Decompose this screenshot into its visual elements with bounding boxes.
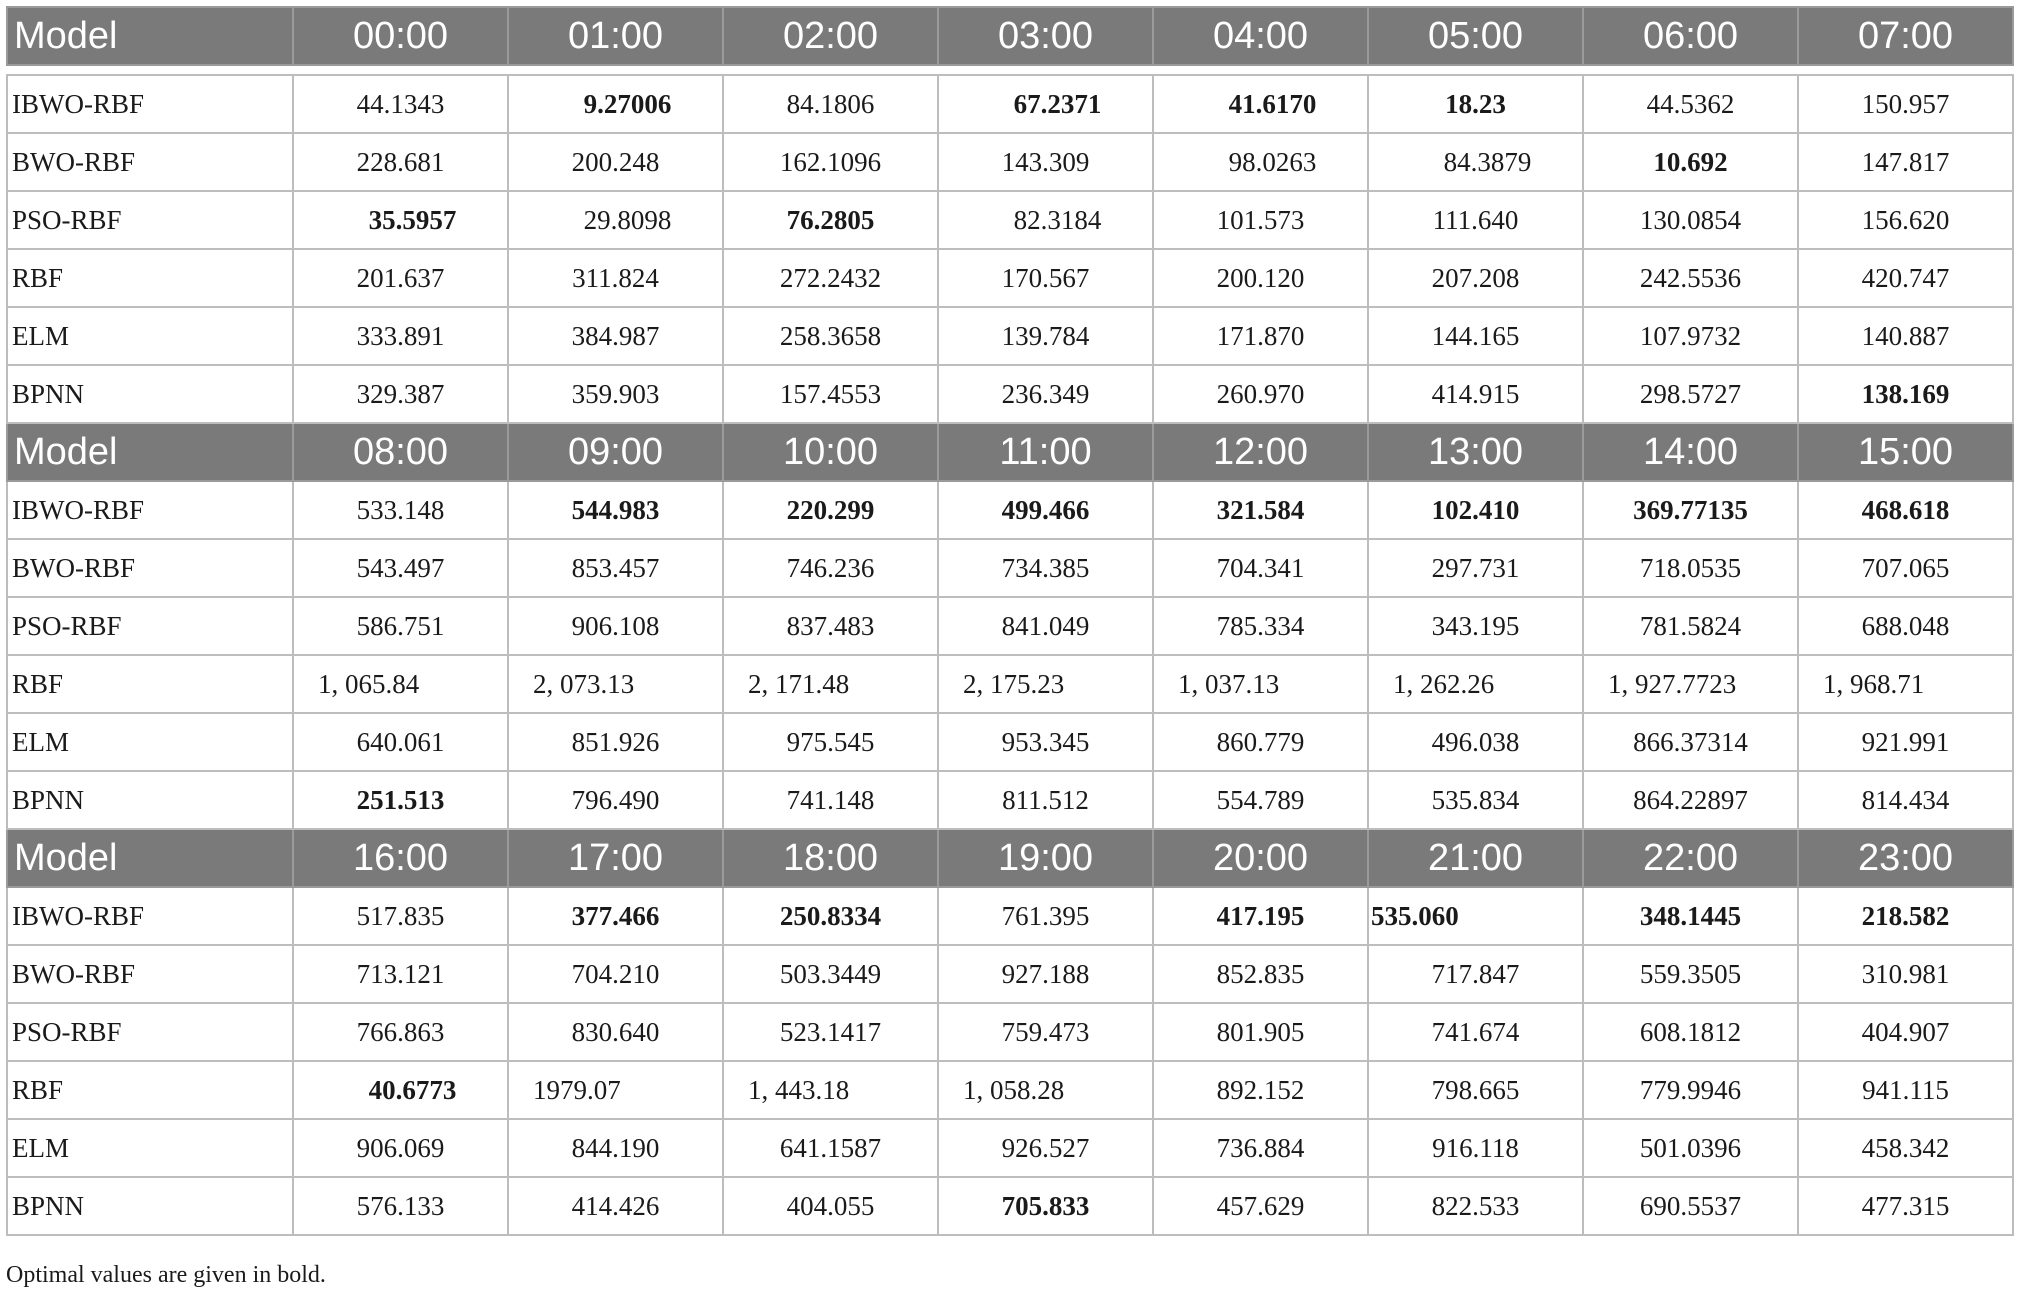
table-row — [7, 481, 2013, 539]
value-cell: 953.345 — [938, 713, 1153, 771]
value-cell: 44.5362 — [1583, 75, 1798, 133]
value-cell: 814.434 — [1798, 771, 2013, 829]
model-name-cell: IBWO-RBF — [7, 481, 293, 539]
value-cell: 688.048 — [1798, 597, 2013, 655]
value-cell: 170.567 — [938, 249, 1153, 307]
column-header-time: 00:00 — [293, 7, 508, 65]
value-cell: 746.236 — [723, 539, 938, 597]
value-cell: 82.3184 — [938, 191, 1153, 249]
value-cell: 576.133 — [293, 1177, 508, 1235]
column-header-time: 16:00 — [293, 829, 508, 887]
value-cell: 864.22897 — [1583, 771, 1798, 829]
value-cell: 200.248 — [508, 133, 723, 191]
value-cell: 2, 175.23 — [938, 655, 1153, 713]
value-cell: 139.784 — [938, 307, 1153, 365]
value-cell: 200.120 — [1153, 249, 1368, 307]
column-header-time: 17:00 — [508, 829, 723, 887]
value-cell: 404.055 — [723, 1177, 938, 1235]
value-cell: 1, 443.18 — [723, 1061, 938, 1119]
model-name-cell: ELM — [7, 713, 293, 771]
value-cell: 608.1812 — [1583, 1003, 1798, 1061]
table-row — [7, 945, 2013, 1003]
value-cell: 761.395 — [938, 887, 1153, 945]
column-header-time: 10:00 — [723, 423, 938, 481]
column-header-time: 07:00 — [1798, 7, 2013, 65]
value-cell: 44.1343 — [293, 75, 508, 133]
value-cell: 501.0396 — [1583, 1119, 1798, 1177]
value-cell: 297.731 — [1368, 539, 1583, 597]
value-cell: 359.903 — [508, 365, 723, 423]
value-cell: 801.905 — [1153, 1003, 1368, 1061]
model-name-cell: IBWO-RBF — [7, 887, 293, 945]
value-cell: 458.342 — [1798, 1119, 2013, 1177]
value-cell: 343.195 — [1368, 597, 1583, 655]
model-name-cell: RBF — [7, 1061, 293, 1119]
value-cell: 414.426 — [508, 1177, 723, 1235]
gap-cell — [938, 65, 1153, 75]
value-cell: 228.681 — [293, 133, 508, 191]
model-name-cell: RBF — [7, 249, 293, 307]
value-cell: 841.049 — [938, 597, 1153, 655]
value-cell: 311.824 — [508, 249, 723, 307]
value-cell: 1, 968.71 — [1798, 655, 2013, 713]
value-cell: 517.835 — [293, 887, 508, 945]
model-name-cell: PSO-RBF — [7, 597, 293, 655]
value-cell: 102.410 — [1368, 481, 1583, 539]
value-cell: 377.466 — [508, 887, 723, 945]
table-row — [7, 1061, 2013, 1119]
table-row — [7, 1119, 2013, 1177]
column-header-time: 01:00 — [508, 7, 723, 65]
column-header-time: 11:00 — [938, 423, 1153, 481]
value-cell: 796.490 — [508, 771, 723, 829]
table-row — [7, 713, 2013, 771]
value-cell: 207.208 — [1368, 249, 1583, 307]
value-cell: 1, 037.13 — [1153, 655, 1368, 713]
value-cell: 916.118 — [1368, 1119, 1583, 1177]
value-cell: 84.1806 — [723, 75, 938, 133]
table-row — [7, 249, 2013, 307]
value-cell: 554.789 — [1153, 771, 1368, 829]
column-header-time: 05:00 — [1368, 7, 1583, 65]
value-cell: 18.23 — [1368, 75, 1583, 133]
value-cell: 477.315 — [1798, 1177, 2013, 1235]
value-cell: 766.863 — [293, 1003, 508, 1061]
value-cell: 852.835 — [1153, 945, 1368, 1003]
value-cell: 926.527 — [938, 1119, 1153, 1177]
value-cell: 921.991 — [1798, 713, 2013, 771]
column-header-time: 04:00 — [1153, 7, 1368, 65]
value-cell: 414.915 — [1368, 365, 1583, 423]
value-cell: 535.834 — [1368, 771, 1583, 829]
model-name-cell: BPNN — [7, 771, 293, 829]
value-cell: 272.2432 — [723, 249, 938, 307]
value-cell: 741.148 — [723, 771, 938, 829]
value-cell: 844.190 — [508, 1119, 723, 1177]
value-cell: 250.8334 — [723, 887, 938, 945]
model-name-cell: ELM — [7, 1119, 293, 1177]
value-cell: 1, 262.26 — [1368, 655, 1583, 713]
value-cell: 140.887 — [1798, 307, 2013, 365]
value-cell: 258.3658 — [723, 307, 938, 365]
column-header-model: Model — [7, 7, 293, 65]
model-name-cell: PSO-RBF — [7, 191, 293, 249]
value-cell: 927.188 — [938, 945, 1153, 1003]
value-cell: 251.513 — [293, 771, 508, 829]
column-header-time: 02:00 — [723, 7, 938, 65]
gap-cell — [1368, 65, 1583, 75]
value-cell: 718.0535 — [1583, 539, 1798, 597]
column-header-time: 12:00 — [1153, 423, 1368, 481]
header-row — [7, 423, 2013, 481]
value-cell: 741.674 — [1368, 1003, 1583, 1061]
column-header-model: Model — [7, 423, 293, 481]
value-cell: 242.5536 — [1583, 249, 1798, 307]
value-cell: 310.981 — [1798, 945, 2013, 1003]
value-cell: 690.5537 — [1583, 1177, 1798, 1235]
value-cell: 705.833 — [938, 1177, 1153, 1235]
value-cell: 535.060 — [1368, 887, 1583, 945]
value-cell: 533.148 — [293, 481, 508, 539]
header-row — [7, 829, 2013, 887]
gap-cell — [1153, 65, 1368, 75]
table-row — [7, 1177, 2013, 1235]
gap-cell — [723, 65, 938, 75]
value-cell: 384.987 — [508, 307, 723, 365]
value-cell: 853.457 — [508, 539, 723, 597]
value-cell: 40.6773 — [293, 1061, 508, 1119]
value-cell: 76.2805 — [723, 191, 938, 249]
value-cell: 736.884 — [1153, 1119, 1368, 1177]
value-cell: 779.9946 — [1583, 1061, 1798, 1119]
value-cell: 906.108 — [508, 597, 723, 655]
column-header-time: 09:00 — [508, 423, 723, 481]
value-cell: 298.5727 — [1583, 365, 1798, 423]
model-name-cell: RBF — [7, 655, 293, 713]
model-name-cell: PSO-RBF — [7, 1003, 293, 1061]
column-header-time: 18:00 — [723, 829, 938, 887]
table-row — [7, 539, 2013, 597]
value-cell: 143.309 — [938, 133, 1153, 191]
value-cell: 260.970 — [1153, 365, 1368, 423]
value-cell: 496.038 — [1368, 713, 1583, 771]
value-cell: 67.2371 — [938, 75, 1153, 133]
value-cell: 29.8098 — [508, 191, 723, 249]
value-cell: 404.907 — [1798, 1003, 2013, 1061]
column-header-time: 08:00 — [293, 423, 508, 481]
value-cell: 866.37314 — [1583, 713, 1798, 771]
column-header-model: Model — [7, 829, 293, 887]
value-cell: 906.069 — [293, 1119, 508, 1177]
value-cell: 236.349 — [938, 365, 1153, 423]
column-header-time: 22:00 — [1583, 829, 1798, 887]
value-cell: 156.620 — [1798, 191, 2013, 249]
table-footnote: Optimal values are given in bold. — [6, 1262, 326, 1288]
value-cell: 84.3879 — [1368, 133, 1583, 191]
column-header-time: 19:00 — [938, 829, 1153, 887]
value-cell: 975.545 — [723, 713, 938, 771]
value-cell: 144.165 — [1368, 307, 1583, 365]
value-cell: 111.640 — [1368, 191, 1583, 249]
value-cell: 417.195 — [1153, 887, 1368, 945]
value-cell: 130.0854 — [1583, 191, 1798, 249]
results-table-container — [6, 6, 2012, 1236]
value-cell: 734.385 — [938, 539, 1153, 597]
value-cell: 9.27006 — [508, 75, 723, 133]
column-header-time: 21:00 — [1368, 829, 1583, 887]
value-cell: 101.573 — [1153, 191, 1368, 249]
value-cell: 468.618 — [1798, 481, 2013, 539]
value-cell: 138.169 — [1798, 365, 2013, 423]
value-cell: 586.751 — [293, 597, 508, 655]
value-cell: 35.5957 — [293, 191, 508, 249]
value-cell: 704.341 — [1153, 539, 1368, 597]
table-row — [7, 1003, 2013, 1061]
model-name-cell: BPNN — [7, 365, 293, 423]
header-gap — [7, 65, 2013, 75]
gap-cell — [1583, 65, 1798, 75]
value-cell: 781.5824 — [1583, 597, 1798, 655]
table-row — [7, 75, 2013, 133]
value-cell: 798.665 — [1368, 1061, 1583, 1119]
gap-cell — [508, 65, 723, 75]
value-cell: 785.334 — [1153, 597, 1368, 655]
value-cell: 147.817 — [1798, 133, 2013, 191]
gap-cell — [1798, 65, 2013, 75]
value-cell: 640.061 — [293, 713, 508, 771]
column-header-time: 23:00 — [1798, 829, 2013, 887]
value-cell: 837.483 — [723, 597, 938, 655]
model-name-cell: IBWO-RBF — [7, 75, 293, 133]
model-name-cell: ELM — [7, 307, 293, 365]
value-cell: 811.512 — [938, 771, 1153, 829]
column-header-time: 14:00 — [1583, 423, 1798, 481]
column-header-time: 06:00 — [1583, 7, 1798, 65]
value-cell: 851.926 — [508, 713, 723, 771]
table-row — [7, 597, 2013, 655]
value-cell: 201.637 — [293, 249, 508, 307]
value-cell: 860.779 — [1153, 713, 1368, 771]
gap-cell — [293, 65, 508, 75]
value-cell: 503.3449 — [723, 945, 938, 1003]
model-name-cell: BWO-RBF — [7, 539, 293, 597]
value-cell: 348.1445 — [1583, 887, 1798, 945]
column-header-time: 20:00 — [1153, 829, 1368, 887]
value-cell: 1, 927.7723 — [1583, 655, 1798, 713]
table-row — [7, 655, 2013, 713]
model-name-cell: BPNN — [7, 1177, 293, 1235]
value-cell: 321.584 — [1153, 481, 1368, 539]
value-cell: 707.065 — [1798, 539, 2013, 597]
value-cell: 220.299 — [723, 481, 938, 539]
value-cell: 420.747 — [1798, 249, 2013, 307]
gap-cell — [7, 65, 293, 75]
column-header-time: 15:00 — [1798, 423, 2013, 481]
value-cell: 2, 171.48 — [723, 655, 938, 713]
value-cell: 704.210 — [508, 945, 723, 1003]
value-cell: 713.121 — [293, 945, 508, 1003]
value-cell: 941.115 — [1798, 1061, 2013, 1119]
value-cell: 822.533 — [1368, 1177, 1583, 1235]
value-cell: 98.0263 — [1153, 133, 1368, 191]
value-cell: 333.891 — [293, 307, 508, 365]
value-cell: 559.3505 — [1583, 945, 1798, 1003]
value-cell: 171.870 — [1153, 307, 1368, 365]
value-cell: 369.77135 — [1583, 481, 1798, 539]
value-cell: 10.692 — [1583, 133, 1798, 191]
value-cell: 329.387 — [293, 365, 508, 423]
table-row — [7, 771, 2013, 829]
value-cell: 641.1587 — [723, 1119, 938, 1177]
model-name-cell: BWO-RBF — [7, 133, 293, 191]
value-cell: 544.983 — [508, 481, 723, 539]
value-cell: 157.4553 — [723, 365, 938, 423]
value-cell: 2, 073.13 — [508, 655, 723, 713]
value-cell: 499.466 — [938, 481, 1153, 539]
value-cell: 218.582 — [1798, 887, 2013, 945]
value-cell: 162.1096 — [723, 133, 938, 191]
column-header-time: 03:00 — [938, 7, 1153, 65]
table-row — [7, 887, 2013, 945]
column-header-time: 13:00 — [1368, 423, 1583, 481]
table-row — [7, 133, 2013, 191]
value-cell: 759.473 — [938, 1003, 1153, 1061]
value-cell: 717.847 — [1368, 945, 1583, 1003]
model-name-cell: BWO-RBF — [7, 945, 293, 1003]
value-cell: 41.6170 — [1153, 75, 1368, 133]
results-table — [6, 6, 2014, 1236]
table-row — [7, 191, 2013, 249]
table-row — [7, 307, 2013, 365]
header-row — [7, 7, 2013, 65]
table-row — [7, 365, 2013, 423]
value-cell: 523.1417 — [723, 1003, 938, 1061]
value-cell: 150.957 — [1798, 75, 2013, 133]
value-cell: 1, 058.28 — [938, 1061, 1153, 1119]
value-cell: 1, 065.84 — [293, 655, 508, 713]
value-cell: 543.497 — [293, 539, 508, 597]
value-cell: 1979.07 — [508, 1061, 723, 1119]
value-cell: 457.629 — [1153, 1177, 1368, 1235]
value-cell: 892.152 — [1153, 1061, 1368, 1119]
value-cell: 830.640 — [508, 1003, 723, 1061]
value-cell: 107.9732 — [1583, 307, 1798, 365]
